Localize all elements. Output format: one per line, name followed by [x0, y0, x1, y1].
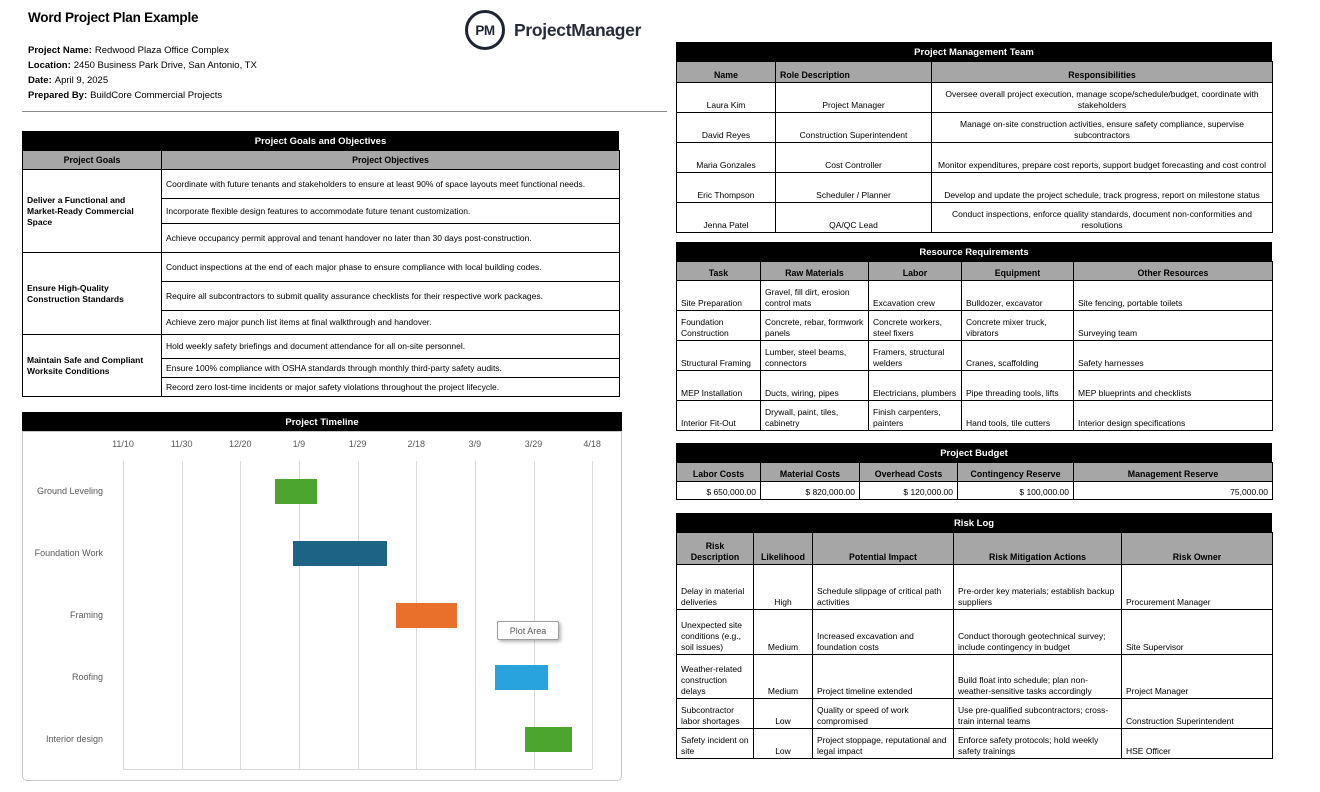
table-cell: Conduct inspections, enforce quality standards, document non-conformities and resolutions — [932, 203, 1273, 233]
table-cell: Cranes, scaffolding — [962, 341, 1074, 371]
info-value: BuildCore Commercial Projects — [90, 90, 223, 101]
gantt-bar-interior-design — [525, 727, 572, 752]
gantt-bar-framing — [396, 603, 458, 628]
table-title: Resource Requirements — [676, 242, 1272, 261]
info-label: Location: — [28, 60, 71, 71]
table — [676, 261, 1273, 431]
info-value: April 9, 2025 — [54, 75, 109, 86]
info-project-name — [28, 43, 257, 58]
objective-cell: Achieve occupancy permit approval and tenant handover no later than 30 days post-construction. — [162, 224, 620, 253]
objective-cell: Ensure 100% compliance with OSHA standards through monthly third-party safety audits. — [162, 359, 620, 378]
table-cell: Concrete, rebar, formwork panels — [761, 311, 869, 341]
table-cell: QA/QC Lead — [776, 203, 932, 233]
goals-objectives-table — [22, 131, 619, 397]
info-label: Prepared By: — [28, 90, 88, 101]
table-row — [23, 151, 620, 170]
table-cell: Develop and update the project schedule, track progress, report on milestone status — [932, 173, 1273, 203]
info-label: Project Name: — [28, 45, 92, 56]
table-row — [677, 463, 1273, 482]
table-cell: Monitor expenditures, prepare cost reports, support budget forecasting and cost control — [932, 143, 1273, 173]
table-cell: Laura Kim — [677, 83, 776, 113]
management-team-table — [676, 42, 1272, 233]
table-row — [677, 565, 1273, 610]
table-title: Project Management Team — [676, 42, 1272, 61]
logo-wordmark: ProjectManager — [514, 19, 642, 40]
resource-requirements-table — [676, 242, 1272, 431]
table-cell: Site Preparation — [677, 281, 761, 311]
project-budget-table — [676, 443, 1272, 500]
table-row — [23, 253, 620, 282]
table-cell: Schedule slippage of critical path activities — [813, 565, 954, 610]
page-title: Word Project Plan Example — [28, 10, 199, 25]
objective-cell: Achieve zero major punch list items at final walkthrough and handover. — [162, 311, 620, 335]
table-cell: Medium — [754, 655, 813, 699]
table-cell: Enforce safety protocols; hold weekly safety trainings — [954, 729, 1122, 759]
table-row — [23, 170, 620, 199]
column-header: Overhead Costs — [860, 463, 958, 482]
table-row — [677, 729, 1273, 759]
table-row — [677, 610, 1273, 655]
table-cell: Surveying team — [1074, 311, 1273, 341]
table — [22, 150, 620, 397]
table-cell: $ 100,000.00 — [958, 482, 1074, 500]
column-header: Equipment — [962, 262, 1074, 281]
objective-cell: Conduct inspections at the end of each major phase to ensure compliance with local building codes. — [162, 253, 620, 282]
gridline — [358, 461, 359, 769]
objective-cell: Record zero lost-time incidents or major safety violations throughout the project lifecycle. — [162, 378, 620, 397]
table-cell: Site Supervisor — [1122, 610, 1273, 655]
table-cell: Unexpected site conditions (e.g., soil issues) — [677, 610, 754, 655]
x-axis-line — [123, 769, 592, 770]
axis-tick-label: 4/18 — [583, 439, 601, 449]
table-cell: $ 820,000.00 — [761, 482, 860, 500]
table-cell: Lumber, steel beams, connectors — [761, 341, 869, 371]
table-row — [677, 699, 1273, 729]
table-row — [677, 203, 1273, 233]
column-header: Project Objectives — [162, 151, 620, 170]
table-cell: Oversee overall project execution, manage scope/schedule/budget, coordinate with stakeholders — [932, 83, 1273, 113]
table-cell: Cost Controller — [776, 143, 932, 173]
gridline — [240, 461, 241, 769]
table — [676, 532, 1273, 759]
table-cell: Conduct thorough geotechnical survey; include contingency in budget — [954, 610, 1122, 655]
table-row — [677, 83, 1273, 113]
gridline — [123, 461, 124, 769]
table-cell: Scheduler / Planner — [776, 173, 932, 203]
table-row — [677, 401, 1273, 431]
header-divider — [22, 111, 667, 112]
table-cell: Framers, structural welders — [869, 341, 962, 371]
goal-cell: Deliver a Functional and Market-Ready Commercial Space — [23, 170, 162, 253]
column-header: Name — [677, 62, 776, 83]
goal-cell: Maintain Safe and Compliant Worksite Conditions — [23, 335, 162, 397]
table-row — [23, 335, 620, 359]
column-header: Role Description — [776, 62, 932, 83]
info-label: Date: — [28, 75, 52, 86]
table-cell: Safety harnesses — [1074, 341, 1273, 371]
axis-tick-label: 1/9 — [292, 439, 306, 449]
risk-log-table — [676, 513, 1272, 759]
task-label: Foundation Work — [34, 548, 103, 558]
table-cell: Hand tools, tile cutters — [962, 401, 1074, 431]
column-header: Contingency Reserve — [958, 463, 1074, 482]
info-date — [28, 73, 257, 88]
table-cell: Site fencing, portable toilets — [1074, 281, 1273, 311]
table-row — [677, 113, 1273, 143]
table-row — [677, 281, 1273, 311]
project-timeline-chart — [22, 412, 622, 781]
objective-cell: Incorporate flexible design features to accommodate future tenant customization. — [162, 199, 620, 224]
table-cell: Pipe threading tools, lifts — [962, 371, 1074, 401]
table-cell: Finish carpenters, painters — [869, 401, 962, 431]
objective-cell: Hold weekly safety briefings and document attendance for all on-site personnel. — [162, 335, 620, 359]
objective-cell: Coordinate with future tenants and stakeholders to ensure at least 90% of space layouts meet functional needs. — [162, 170, 620, 199]
task-label: Framing — [69, 610, 103, 620]
table-cell: Medium — [754, 610, 813, 655]
table-cell: Interior design specifications — [1074, 401, 1273, 431]
table-row — [677, 341, 1273, 371]
info-value: Redwood Plaza Office Complex — [94, 45, 229, 56]
table-cell: Ducts, wiring, pipes — [761, 371, 869, 401]
table-cell: HSE Officer — [1122, 729, 1273, 759]
column-header: Risk Description — [677, 533, 754, 565]
column-header: Responsibilities — [932, 62, 1273, 83]
axis-tick-label: 12/20 — [229, 439, 252, 449]
info-value: 2450 Business Park Drive, San Antonio, TX — [73, 60, 257, 71]
task-label: Roofing — [71, 672, 103, 682]
table-cell: Low — [754, 729, 813, 759]
table-cell: Excavation crew — [869, 281, 962, 311]
info-prepared-by — [28, 88, 257, 103]
table-cell: Delay in material deliveries — [677, 565, 754, 610]
gridline — [592, 461, 593, 769]
table-row — [677, 482, 1273, 500]
gridline — [182, 461, 183, 769]
table-cell: Eric Thompson — [677, 173, 776, 203]
table-cell: Jenna Patel — [677, 203, 776, 233]
axis-tick-label: 1/29 — [348, 439, 367, 449]
column-header: Project Goals — [23, 151, 162, 170]
column-header: Risk Owner — [1122, 533, 1273, 565]
task-label: Interior design — [45, 734, 103, 744]
gantt-bar-roofing — [495, 665, 548, 690]
axis-tick-label: 3/9 — [468, 439, 482, 449]
table-cell: Foundation Construction — [677, 311, 761, 341]
objective-cell: Require all subcontractors to submit quality assurance checklists for their respective work packages. — [162, 282, 620, 311]
column-header: Other Resources — [1074, 262, 1273, 281]
table-cell: Interior Fit-Out — [677, 401, 761, 431]
table-cell: Increased excavation and foundation costs — [813, 610, 954, 655]
table-cell: High — [754, 565, 813, 610]
table-row — [677, 262, 1273, 281]
column-header: Management Reserve — [1074, 463, 1273, 482]
gridline — [534, 461, 535, 769]
axis-tick-label: 11/10 — [112, 439, 134, 449]
axis-tick-label: 3/29 — [524, 439, 543, 449]
table-cell: Concrete mixer truck, vibrators — [962, 311, 1074, 341]
info-location — [28, 58, 257, 73]
table-title: Project Budget — [676, 443, 1272, 462]
table-cell: Weather-related construction delays — [677, 655, 754, 699]
table-cell: Maria Gonzales — [677, 143, 776, 173]
table — [676, 462, 1273, 500]
table-cell: Project timeline extended — [813, 655, 954, 699]
pm-monogram-icon: PM — [465, 10, 505, 50]
table-cell: Quality or speed of work compromised — [813, 699, 954, 729]
table-cell: Project stoppage, reputational and legal impact — [813, 729, 954, 759]
table-row — [677, 143, 1273, 173]
axis-tick-label: 11/30 — [170, 439, 193, 449]
table-cell: $ 650,000.00 — [677, 482, 761, 500]
table-cell: Project Manager — [1122, 655, 1273, 699]
table-cell: Gravel, fill dirt, erosion control mats — [761, 281, 869, 311]
task-label: Ground Leveling — [36, 486, 103, 496]
gridline — [475, 461, 476, 769]
table-cell: Use pre-qualified subcontractors; cross-train internal teams — [954, 699, 1122, 729]
gantt-bar-ground-leveling — [275, 479, 316, 504]
table-cell: MEP blueprints and checklists — [1074, 371, 1273, 401]
table-cell: Manage on-site construction activities, ensure safety compliance, supervise subcontractors — [932, 113, 1273, 143]
projectmanager-logo — [465, 10, 641, 50]
table-cell: Build float into schedule; plan non-weather-sensitive tasks accordingly — [954, 655, 1122, 699]
table-cell: $ 120,000.00 — [860, 482, 958, 500]
column-header: Raw Materials — [761, 262, 869, 281]
table-row — [677, 173, 1273, 203]
column-header: Task — [677, 262, 761, 281]
table-cell: Pre-order key materials; establish backup suppliers — [954, 565, 1122, 610]
table-row — [677, 533, 1273, 565]
table-cell: Concrete workers, steel fixers — [869, 311, 962, 341]
table-cell: Bulldozer, excavator — [962, 281, 1074, 311]
table-row — [677, 371, 1273, 401]
table-cell: Project Manager — [776, 83, 932, 113]
table-row — [677, 62, 1273, 83]
gantt-bar-foundation-work — [293, 541, 387, 566]
table-cell: MEP Installation — [677, 371, 761, 401]
column-header: Material Costs — [761, 463, 860, 482]
chart-title: Project Timeline — [22, 412, 622, 431]
table-row — [677, 311, 1273, 341]
column-header: Potential Impact — [813, 533, 954, 565]
table-cell: Safety incident on site — [677, 729, 754, 759]
table-row — [677, 655, 1273, 699]
table-cell: Subcontractor labor shortages — [677, 699, 754, 729]
table-cell: Drywall, paint, tiles, cabinetry — [761, 401, 869, 431]
gridline — [299, 461, 300, 769]
goal-cell: Ensure High-Quality Construction Standards — [23, 253, 162, 335]
plot-area-tooltip: Plot Area — [497, 621, 559, 640]
axis-tick-label: 2/18 — [407, 439, 426, 449]
column-header: Likelihood — [754, 533, 813, 565]
column-header: Labor Costs — [677, 463, 761, 482]
column-header: Labor — [869, 262, 962, 281]
project-info — [28, 43, 257, 103]
table-cell: Procurement Manager — [1122, 565, 1273, 610]
table-title: Project Goals and Objectives — [22, 131, 619, 150]
table-cell: Construction Superintendent — [776, 113, 932, 143]
column-header: Risk Mitigation Actions — [954, 533, 1122, 565]
table-cell: Structural Framing — [677, 341, 761, 371]
table — [676, 61, 1273, 233]
table-cell: Low — [754, 699, 813, 729]
table-cell: David Reyes — [677, 113, 776, 143]
table-cell: 75,000.00 — [1074, 482, 1273, 500]
table-title: Risk Log — [676, 513, 1272, 532]
gantt-plot-area — [22, 431, 622, 781]
table-cell: Electricians, plumbers — [869, 371, 962, 401]
table-cell: Construction Superintendent — [1122, 699, 1273, 729]
